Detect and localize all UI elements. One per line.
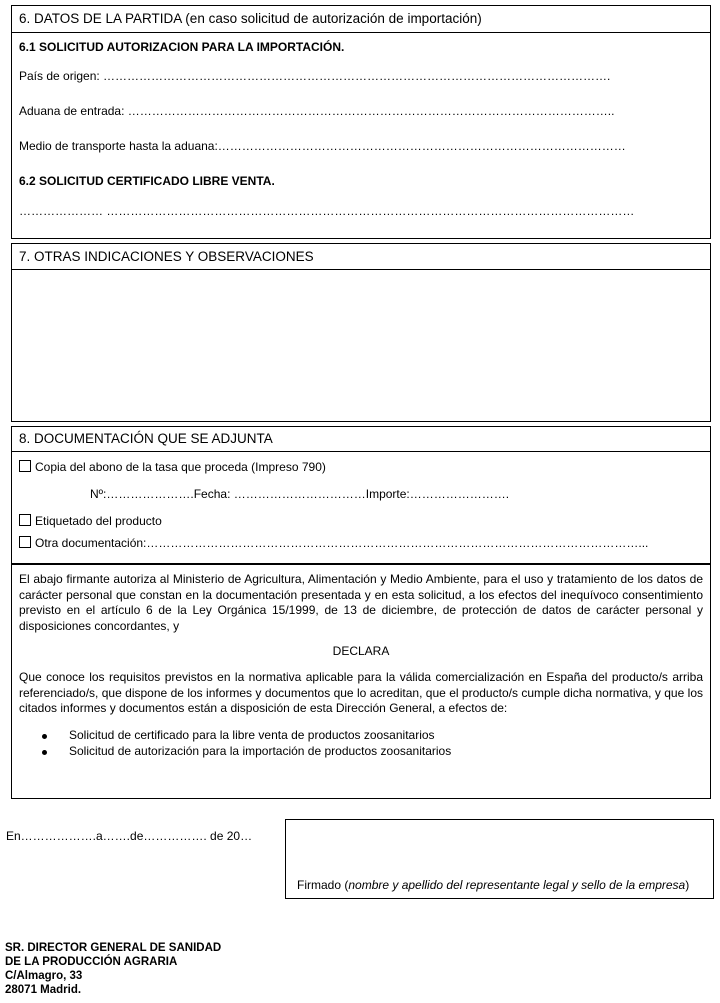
signature-caption — [297, 878, 689, 892]
section-6-1-title: 6.1 SOLICITUD AUTORIZACION PARA LA IMPORTACIÓN. — [19, 40, 345, 54]
requirements-paragraph: Que conoce los requisitos previstos en la normativa aplicable para la válida comercialización en España del producto/s arriba referenciado/s, que dispone de los informes y documentos que lo acreditan, que el producto/s cumple dicha normativa, y que los citados informes y documentos están a disposición de esta Dirección General, a efectos de: — [19, 670, 703, 715]
section-7-header — [12, 244, 710, 270]
section-7-title: 7. OTRAS INDICACIONES Y OBSERVACIONES — [19, 249, 314, 264]
bullet-import-text: Solicitud de autorización para la importación de productos zoosanitarios — [69, 744, 452, 758]
signature-caption-prefix: Firmado ( — [297, 878, 349, 892]
section-6-title: 6. DATOS DE LA PARTIDA (en caso solicitud de autorización de importación) — [19, 11, 482, 26]
bullet-free-sale-text: Solicitud de certificado para la libre venta de productos zoosanitarios — [69, 728, 435, 742]
declara-heading: DECLARA — [332, 644, 390, 658]
other-docs-item[interactable] — [19, 536, 648, 550]
fee-details-line[interactable]: Nº:………………….Fecha: ……………………………Importe:……………………. — [90, 487, 510, 501]
declaration-box — [11, 564, 711, 799]
signature-box[interactable] — [285, 819, 714, 899]
signature-caption-italic: nombre y apellido del representante legal y sello de la empresa — [348, 878, 686, 892]
consent-paragraph: El abajo firmante autoriza al Ministerio de Agricultura, Alimentación y Medio Ambiente, para el uso y tratamiento de los datos de carácter personal que constan en la documentación presentada y en esta solicitud, a los efectos del inequívoco consentimiento previsto en el artículo 6 de la Ley Orgánica 15/1999, de 13 de diciembre, de protección de datos de carácter personal y disposiciones concordantes, y — [19, 572, 703, 633]
other-docs-checkbox[interactable] — [19, 536, 31, 548]
origin-country-field[interactable]: País de origen: ………………………………………………………………………………………………………………. — [19, 69, 611, 83]
customs-entry-field[interactable]: Aduana de entrada: ………………………………………………………………………………………………………….. — [19, 104, 615, 118]
address-line-3: C/Almagro, 33 — [5, 970, 83, 982]
fee-copy-label: Copia del abono de la tasa que proceda (Impreso 790) — [35, 460, 326, 474]
section-8-box — [11, 426, 711, 564]
section-6-box — [11, 5, 711, 239]
address-line-1: SR. DIRECTOR GENERAL DE SANIDAD — [5, 942, 222, 954]
section-7-box — [11, 243, 711, 422]
signature-caption-suffix: ) — [685, 878, 690, 892]
section-6-2-title: 6.2 SOLICITUD CERTIFICADO LIBRE VENTA. — [19, 174, 275, 188]
address-block — [5, 941, 221, 997]
section-8-title: 8. DOCUMENTACIÓN QUE SE ADJUNTA — [19, 431, 273, 446]
observations-area[interactable] — [12, 270, 710, 421]
transport-field[interactable]: Medio de transporte hasta la aduana:………………………………………………………………………………………… — [19, 139, 626, 153]
fee-copy-item[interactable] — [19, 460, 326, 474]
labeling-label: Etiquetado del producto — [35, 514, 162, 528]
bullet-dot — [42, 734, 47, 739]
labeling-checkbox[interactable] — [19, 514, 31, 526]
free-sale-field[interactable]: ………………… …………………………………………………………………………………………………………………… — [19, 204, 635, 218]
section-6-header — [12, 6, 710, 33]
address-line-4: 28071 Madrid. — [5, 984, 82, 996]
section-8-header — [12, 427, 710, 452]
place-date-line[interactable]: En……………….a…….de……………. de 20… — [6, 829, 253, 843]
bullet-dot — [42, 750, 47, 755]
labeling-item[interactable] — [19, 514, 162, 528]
other-docs-label: Otra documentación:……………………………………………………………………………………………………………... — [35, 536, 649, 550]
address-line-2: DE LA PRODUCCIÓN AGRARIA — [5, 956, 178, 968]
fee-copy-checkbox[interactable] — [19, 460, 31, 472]
